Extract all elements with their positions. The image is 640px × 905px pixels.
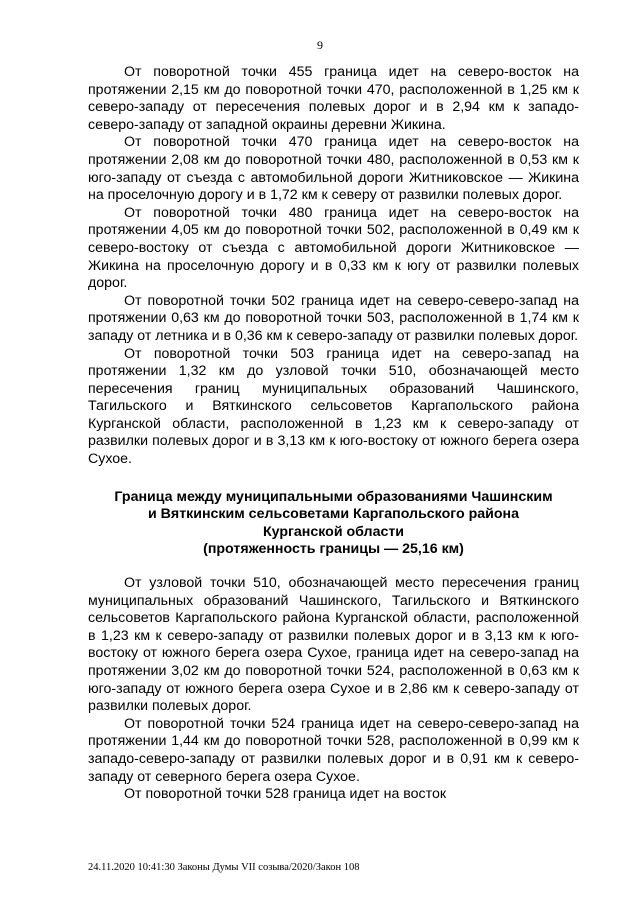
- paragraph: От поворотной точки 455 граница идет на северо-восток на протяжении 2,15 км до поворотной точки 470, расположенной в 1,25 км к северо-западу от пересечения полевых дорог и в 2,94 км к западо-северо-западу от западной окраины деревни Жикина.: [88, 64, 579, 133]
- paragraph: От поворотной точки 503 граница идет на северо-запад на протяжении 1,32 км до узловой точки 510, обозначающей место пересечения границ муниципальных образований Чашинского, Тагильского и Вяткинского сельсоветов Каргапольского района Курганской области, расположенной в 1,23 км к северо-западу от развилки полевых дорог и в 3,13 км к юго-востоку от южного берега озера Сухое.: [88, 345, 579, 468]
- document-body: [88, 64, 579, 804]
- section-heading: [88, 489, 579, 559]
- heading-length: (протяженность границы — 25,16 км): [203, 541, 464, 558]
- paragraph: От поворотной точки 502 граница идет на северо-северо-запад на протяжении 0,63 км до поворотной точки 503, расположенной в 1,74 км к западу от летника и в 0,36 км к северо-западу от развилки полевых дорог.: [88, 292, 579, 344]
- page-number: 9: [317, 38, 323, 52]
- paragraph: От поворотной точки 524 граница идет на северо-северо-запад на протяжении 1,44 км до поворотной точки 528, расположенной в 0,99 км к западо-северо-западу от развилки полевых дорог и в 0,91 км к северо-западу от северного берега озера Сухое.: [88, 715, 579, 785]
- paragraph: От поворотной точки 470 граница идет на северо-восток на протяжении 2,08 км до поворотной точки 480, расположенной в 0,53 км к юго-западу от съезда с автомобильной дороги Житниковское — Жикина на проселочную дорогу и в 1,72 км к северу от развилки полевых дорог.: [88, 134, 579, 204]
- heading-line: Граница между муниципальными образованиями Чашинским: [114, 488, 553, 505]
- heading-line: и Вяткинским сельсоветами Каргапольского района: [148, 506, 519, 523]
- heading-line: Курганской области: [262, 523, 405, 540]
- paragraph: От поворотной точки 480 граница идет на северо-восток на протяжении 4,05 км до поворотной точки 502, расположенной в 0,49 км к северо-востоку от съезда с автомобильной дороги Житниковское — Жикина на проселочную дорогу и в 0,33 км к югу от развилки полевых дорог.: [88, 204, 579, 292]
- paragraph: От узловой точки 510, обозначающей место пересечения границ муниципальных образований Чашинского, Тагильского и Вяткинского сельсоветов Каргапольского района Курганской области, расположенной в 1,23 км к северо-западу от развилки полевых дорог и в 3,13 км к юго-востоку от южного берега озера Сухое, граница идет на северо-запад на протяжении 3,02 км до поворотной точки 524, расположенной в 0,63 км к юго-западу от южного берега озера Сухое и в 2,86 км к северо-западу от развилки полевых дорог.: [88, 575, 579, 715]
- paragraph: От поворотной точки 528 граница идет на восток: [124, 786, 447, 803]
- footer-stamp: 24.11.2020 10:41:30 Законы Думы VII созыва/2020/Закон 108: [88, 862, 360, 873]
